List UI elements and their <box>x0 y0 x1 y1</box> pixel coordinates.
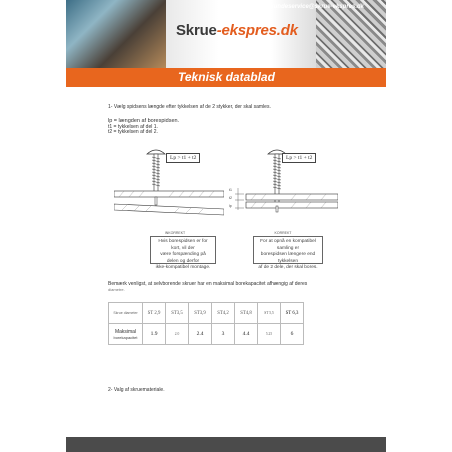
step2-text: 2- Valg af skruemateriale. <box>108 387 165 393</box>
def-t1: t1 = tykkelsen af del 1. <box>108 124 158 130</box>
screws-photo <box>316 0 386 68</box>
caption-left-line: Hvis borespidsen er for kort, vil der <box>158 239 208 251</box>
size-header: ST4,8 <box>235 303 258 324</box>
logo: Skrue-ekspres.dk <box>176 22 298 39</box>
def-t2: t2 = tykkelsen af del 2. <box>108 129 158 135</box>
def-lp: lp = længden af borespidsen. <box>108 118 180 124</box>
size-header: ST 5,5 <box>258 303 281 324</box>
caption-left-line: ikke-kompatibel montage. <box>155 265 211 270</box>
capacity-value: 5.25 <box>258 324 281 345</box>
page-title: Teknisk datablad <box>178 70 275 84</box>
capacity-value: 4.4 <box>235 324 258 345</box>
caption-box-left <box>150 236 216 270</box>
logo-area <box>166 0 316 68</box>
drill-capacity-table <box>108 302 304 345</box>
size-header: ST3,5 <box>166 303 189 324</box>
tools-photo <box>66 0 166 68</box>
dim-label-lp: lp <box>229 204 232 208</box>
row-label <box>109 324 143 345</box>
caption-left-line: være forspænding på delen og derfor <box>160 252 206 264</box>
row-label-sub: borekapacitet <box>113 334 138 340</box>
capacity-value: 2.0 <box>166 324 189 345</box>
caption-right-line: borespidsen længere end tykkelsen <box>260 252 316 264</box>
caption-right-line: af de 2 dele, der skal bores. <box>258 265 318 270</box>
formula-box-left: Lp > t1 + t2 <box>166 153 200 163</box>
caption-right-line: For at opnå en kompatibel samling er <box>260 239 316 251</box>
size-header: ST4,2 <box>212 303 235 324</box>
dim-label-t2: t2 <box>229 196 232 200</box>
size-header: ST3,9 <box>189 303 212 324</box>
dim-label-t1: t1 <box>229 188 232 192</box>
datasheet-page <box>66 0 386 452</box>
caption-box-right <box>253 236 323 270</box>
capacity-value: 3 <box>212 324 235 345</box>
table-row <box>109 303 304 324</box>
size-header: ST 2,9 <box>143 303 166 324</box>
step1-text: 1- Vælg spidsens længde efter tykkelsen af de 2 stykker, der skal samles. <box>108 104 271 110</box>
note-line1: Bemærk venligst, at selvborende skruer har en maksimal borekapacitet afhængig af deres <box>108 281 308 287</box>
row-label-main: Maksimal <box>114 328 137 335</box>
header-banner <box>66 0 386 68</box>
note-line2: diametre. <box>108 287 125 292</box>
caption-head-left: INKORREKT <box>164 231 186 235</box>
capacity-value: 6 <box>281 324 304 345</box>
formula-box-right: Lp > t1 + t2 <box>282 153 316 163</box>
caption-head-right: KORREKT <box>274 231 292 235</box>
footer-email[interactable]: kundeservice@skrue-ekspres.dk <box>270 4 364 10</box>
table-header-label: Skrue diameter <box>109 303 143 324</box>
table-row <box>109 324 304 345</box>
capacity-value: 2.4 <box>189 324 212 345</box>
capacity-value: 1.9 <box>143 324 166 345</box>
footer-bar <box>66 437 386 452</box>
size-header: ST 6,3 <box>281 303 304 324</box>
